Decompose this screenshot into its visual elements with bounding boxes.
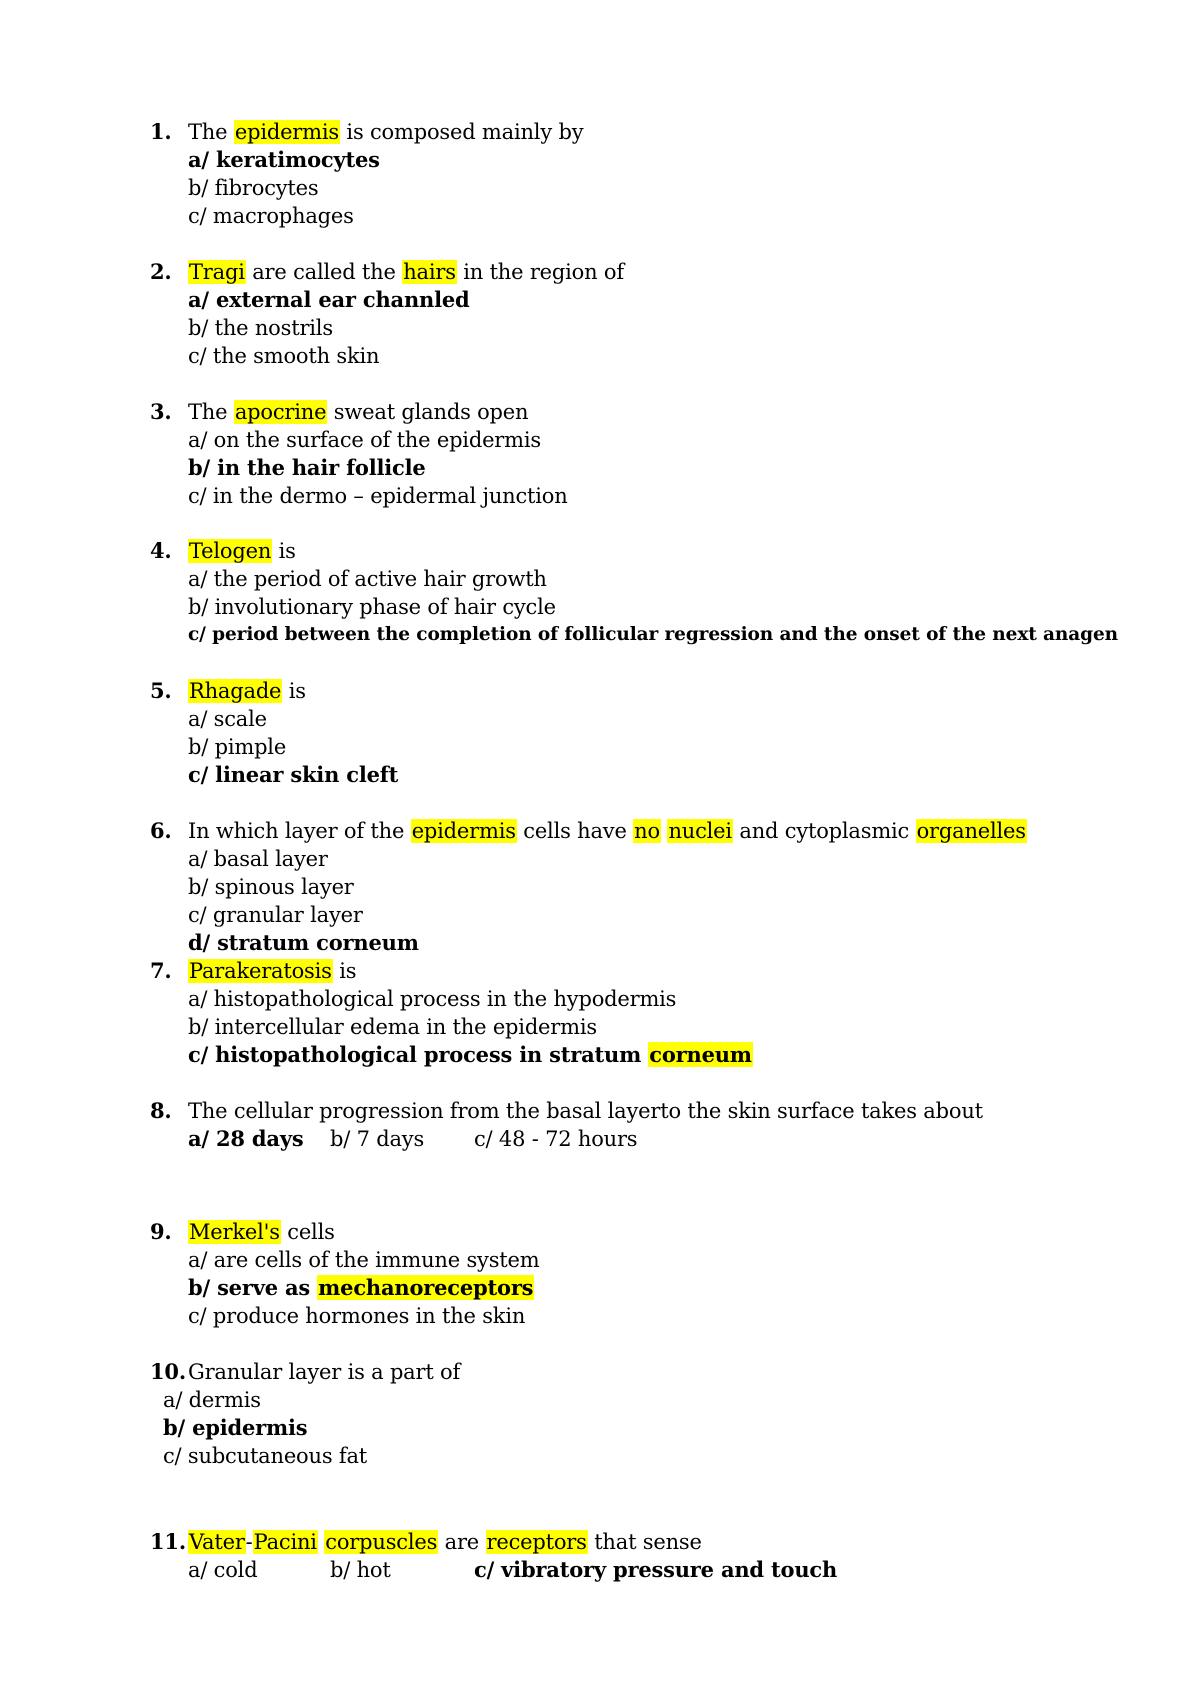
answer-option <box>188 1302 525 1330</box>
highlighted-term: Rhagade <box>189 679 282 703</box>
answer-option <box>188 985 676 1013</box>
answer-option <box>188 901 363 929</box>
highlighted-term: corneum <box>649 1042 752 1067</box>
answer-option-correct <box>188 286 470 314</box>
stem-text: - <box>245 1530 253 1554</box>
question-number: 1. <box>150 119 172 144</box>
stem-text: is <box>282 679 306 703</box>
option-text: b/ in the hair follicle <box>188 455 426 480</box>
answer-option <box>188 342 379 370</box>
option-text: b/ spinous layer <box>188 875 354 899</box>
answer-option <box>188 314 333 342</box>
option-text: b/ involutionary phase of hair cycle <box>188 595 556 619</box>
highlighted-term: no <box>634 819 660 843</box>
question-number: 10. <box>150 1359 186 1384</box>
answer-option <box>188 1013 597 1041</box>
option-text: a/ are cells of the immune system <box>188 1248 540 1272</box>
highlighted-term: nuclei <box>668 819 732 843</box>
question-stem <box>188 1218 335 1246</box>
answer-option-correct <box>188 621 1118 649</box>
option-text: d/ stratum corneum <box>188 930 419 955</box>
answer-option <box>188 482 568 510</box>
answer-option-correct <box>188 1274 534 1302</box>
highlighted-term: epidermis <box>411 819 516 843</box>
answer-option: b/ 7 days <box>330 1127 425 1151</box>
question-number: 11. <box>150 1529 186 1554</box>
answer-option-correct <box>188 929 419 957</box>
answer-option-correct <box>163 1414 307 1442</box>
option-text: c/ period between the completion of follicular regression and the onset of the next anagen <box>188 624 1119 645</box>
question-stem <box>188 957 356 985</box>
option-text: a/ histopathological process in the hypodermis <box>188 987 677 1011</box>
question-number: 9. <box>150 1219 172 1244</box>
option-text: b/ intercellular edema in the epidermis <box>188 1015 597 1039</box>
answer-option <box>163 1442 367 1470</box>
question-stem <box>188 1358 460 1386</box>
option-text: c/ in the dermo – epidermal junction <box>188 484 568 508</box>
option-text: c/ linear skin cleft <box>188 762 399 787</box>
stem-text: In which layer of the <box>188 819 411 843</box>
answer-option: b/ hot <box>330 1558 391 1582</box>
stem-text: The <box>188 400 234 424</box>
question-number: 8. <box>150 1098 172 1123</box>
highlighted-term: Merkel's <box>189 1220 280 1244</box>
question-number: 4. <box>150 538 172 563</box>
question-number: 6. <box>150 818 172 843</box>
highlighted-term: organelles <box>916 819 1026 843</box>
answer-option <box>188 565 547 593</box>
answer-option <box>188 593 556 621</box>
question-number: 5. <box>150 678 172 703</box>
answer-option-correct <box>188 454 426 482</box>
answer-option: a/ cold <box>188 1558 258 1582</box>
question-stem <box>188 677 306 705</box>
answer-option <box>188 174 318 202</box>
stem-text: and cytoplasmic <box>732 819 916 843</box>
option-text: b/ epidermis <box>163 1415 308 1440</box>
stem-text: are called the <box>245 260 403 284</box>
option-text: c/ granular layer <box>188 903 363 927</box>
stem-text: is <box>272 539 296 563</box>
question-number: 3. <box>150 399 172 424</box>
option-text: b/ the nostrils <box>188 316 333 340</box>
stem-text: is <box>332 959 357 983</box>
option-text: c/ the smooth skin <box>188 344 380 368</box>
option-text: a/ scale <box>188 707 267 731</box>
answer-option-correct: a/ 28 days <box>188 1126 304 1151</box>
answer-option-correct <box>188 1041 753 1069</box>
highlighted-term: hairs <box>403 260 456 284</box>
question-stem <box>188 817 1027 845</box>
stem-text: Granular layer is a part of <box>188 1360 461 1384</box>
option-text: c/ produce hormones in the skin <box>188 1304 526 1328</box>
answer-option-correct <box>188 761 398 789</box>
stem-text: that sense <box>587 1530 702 1554</box>
highlighted-term: epidermis <box>234 120 339 144</box>
stem-text: The cellular progression from the basal layerto the skin surface takes about <box>188 1099 983 1123</box>
question-number: 7. <box>150 958 172 983</box>
question-number: 2. <box>150 259 172 284</box>
question-stem <box>188 1097 983 1125</box>
option-text: a/ basal layer <box>188 847 328 871</box>
option-text: a/ on the surface of the epidermis <box>188 428 541 452</box>
option-text: b/ pimple <box>188 735 287 759</box>
highlighted-term: apocrine <box>234 400 327 424</box>
highlighted-term: Parakeratosis <box>189 959 332 983</box>
stem-text: sweat glands open <box>327 400 529 424</box>
question-stem <box>188 537 296 565</box>
highlighted-term: mechanoreceptors <box>318 1275 534 1300</box>
question-stem <box>188 398 528 426</box>
stem-text: in the region of <box>456 260 624 284</box>
stem-text: are <box>438 1530 486 1554</box>
answer-option <box>188 733 286 761</box>
stem-text: The <box>188 120 234 144</box>
answer-option: c/ 48 - 72 hours <box>474 1127 638 1151</box>
question-stem <box>188 258 624 286</box>
highlighted-term: Vater <box>189 1530 245 1554</box>
stem-text: cells have <box>516 819 634 843</box>
highlighted-term: Pacini <box>253 1530 317 1554</box>
option-text: c/ subcutaneous fat <box>163 1444 368 1468</box>
answer-option <box>163 1386 261 1414</box>
option-text: a/ keratimocytes <box>188 147 380 172</box>
option-text: b/ serve as <box>188 1275 318 1300</box>
option-text: a/ external ear channled <box>188 287 470 312</box>
stem-text: cells <box>280 1220 335 1244</box>
stem-text: is composed mainly by <box>339 120 584 144</box>
option-text: c/ macrophages <box>188 204 354 228</box>
highlighted-term: Telogen <box>189 539 272 563</box>
highlighted-term: receptors <box>486 1530 587 1554</box>
option-text: a/ dermis <box>163 1388 261 1412</box>
answer-option <box>188 873 354 901</box>
answer-option <box>188 845 328 873</box>
highlighted-term: corpuscles <box>325 1530 438 1554</box>
answer-option-correct <box>188 146 380 174</box>
answer-option-correct: c/ vibratory pressure and touch <box>474 1557 838 1582</box>
answer-option <box>188 202 354 230</box>
option-text: c/ histopathological process in stratum <box>188 1042 649 1067</box>
question-stem <box>188 1528 702 1556</box>
option-text: b/ fibrocytes <box>188 176 319 200</box>
answer-option <box>188 426 541 454</box>
answer-option <box>188 1246 539 1274</box>
answer-option <box>188 705 267 733</box>
question-stem <box>188 118 583 146</box>
highlighted-term: Tragi <box>189 260 245 284</box>
option-text: a/ the period of active hair growth <box>188 567 547 591</box>
